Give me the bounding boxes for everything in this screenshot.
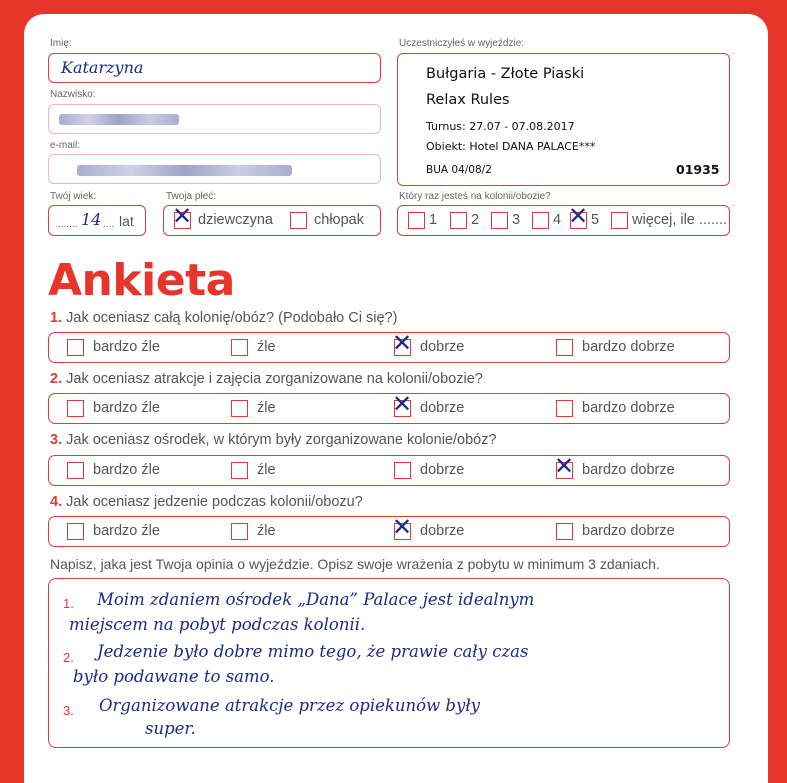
q2-zle-checkbox[interactable]	[231, 400, 248, 417]
q3-bardzo-dobrze-checkbox[interactable]	[556, 462, 573, 479]
question-4: 4. Jak oceniasz jedzenie podczas kolonii/obozu?	[50, 494, 363, 510]
email-redacted	[77, 165, 292, 176]
times-more-checkbox[interactable]	[611, 212, 628, 229]
times-5-checkbox[interactable]	[570, 212, 587, 229]
opinion-prompt: Napisz, jaka jest Twoja opinia o wyjeździe. Opisz swoje wrażenia z pobytu w minimum 3 zdaniach.	[50, 556, 660, 572]
q4-zle-checkbox[interactable]	[231, 523, 248, 540]
trip-number: 01935	[676, 162, 720, 177]
opinion-3-line2: super.	[145, 719, 196, 738]
q4-dobrze-checkbox[interactable]	[394, 523, 411, 540]
times-2-label: 2	[471, 212, 480, 228]
q1-bardzo-zle-checkbox[interactable]	[67, 339, 84, 356]
q3-dobrze-checkbox[interactable]	[394, 462, 411, 479]
answer-row-3: bardzo źle źle dobrze ✕ bardzo dobrze	[48, 455, 730, 486]
q2-dobrze-checkbox[interactable]	[394, 400, 411, 417]
trip-program: Relax Rules	[426, 92, 510, 108]
gender-boy-checkbox[interactable]	[290, 212, 307, 229]
surname-field[interactable]	[48, 104, 381, 134]
q2-bardzo-zle-checkbox[interactable]	[67, 400, 84, 417]
email-label: e-mail:	[50, 140, 81, 151]
q2-bardzo-dobrze-checkbox[interactable]	[556, 400, 573, 417]
opinion-1-line1: Moim zdaniem ośrodek „Dana” Palace jest idealnym	[97, 590, 535, 609]
trip-label: Uczestniczyłeś w wyjeździe:	[399, 38, 525, 49]
name-value: Katarzyna	[61, 58, 144, 77]
email-field[interactable]	[48, 154, 381, 184]
answer-row-4: bardzo źle źle ✕ dobrze bardzo dobrze	[48, 516, 730, 547]
gender-label: Twoja płeć:	[166, 191, 217, 202]
name-label: Imię:	[50, 38, 72, 49]
name-field[interactable]	[48, 53, 381, 83]
gender-girl-label: dziewczyna	[198, 212, 273, 228]
gender-girl-checkbox[interactable]	[174, 212, 191, 229]
times-field	[397, 205, 730, 236]
age-value: 14	[81, 210, 102, 229]
answer-row-1: bardzo źle źle ✕ dobrze bardzo dobrze	[48, 332, 730, 363]
times-1-checkbox[interactable]	[408, 212, 425, 229]
times-more-label: więcej, ile .......	[632, 212, 728, 228]
times-5-label: 5	[591, 212, 600, 228]
gender-field	[163, 205, 381, 236]
age-field[interactable]: ....... 14 .... lat	[48, 205, 146, 236]
surname-redacted	[59, 114, 179, 125]
q1-bardzo-dobrze-checkbox[interactable]	[556, 339, 573, 356]
q4-bardzo-zle-checkbox[interactable]	[67, 523, 84, 540]
times-label: Który raz jesteś na kolonii/obozie?	[399, 191, 551, 202]
opinion-3-line1: Organizowane atrakcje przez opiekunów były	[99, 696, 480, 715]
times-2-checkbox[interactable]	[450, 212, 467, 229]
q4-bardzo-dobrze-checkbox[interactable]	[556, 523, 573, 540]
answer-row-2: bardzo źle źle ✕ dobrze bardzo dobrze	[48, 393, 730, 424]
question-1: 1. Jak oceniasz całą kolonię/obóz? (Podobało Ci się?)	[50, 310, 398, 326]
surname-label: Nazwisko:	[50, 89, 96, 100]
times-4-checkbox[interactable]	[532, 212, 549, 229]
q1-dobrze-checkbox[interactable]	[394, 339, 411, 356]
trip-code: BUA 04/08/2	[426, 164, 492, 176]
opinion-textarea[interactable]	[48, 578, 730, 748]
q3-bardzo-zle-checkbox[interactable]	[67, 462, 84, 479]
times-1-label: 1	[429, 212, 438, 228]
times-4-label: 4	[553, 212, 562, 228]
trip-hotel: Obiekt: Hotel DANA PALACE***	[426, 140, 596, 153]
question-2: 2. Jak oceniasz atrakcje i zajęcia zorganizowane na kolonii/obozie?	[50, 371, 483, 387]
times-3-checkbox[interactable]	[491, 212, 508, 229]
opinion-2-line2: było podawane to samo.	[73, 667, 275, 686]
opinion-1-num: 1.	[63, 596, 74, 611]
age-unit: lat	[119, 213, 134, 229]
survey-title: Ankieta	[48, 255, 235, 306]
question-3: 3. Jak oceniasz ośrodek, w którym były zorganizowane kolonie/obóz?	[50, 432, 497, 448]
age-label: Twój wiek:	[50, 191, 97, 202]
opinion-1-line2: miejscem na pobyt podczas kolonii.	[69, 615, 366, 634]
opinion-2-num: 2.	[63, 650, 74, 665]
trip-turnus: Turnus: 27.07 - 07.08.2017	[426, 120, 575, 133]
q3-zle-checkbox[interactable]	[231, 462, 248, 479]
trip-destination: Bułgaria - Złote Piaski	[426, 66, 585, 82]
q1-zle-checkbox[interactable]	[231, 339, 248, 356]
gender-boy-label: chłopak	[314, 212, 364, 228]
opinion-3-num: 3.	[63, 703, 74, 718]
trip-info-box	[397, 53, 730, 186]
opinion-2-line1: Jedzenie było dobre mimo tego, że prawie cały czas	[97, 642, 529, 661]
times-3-label: 3	[512, 212, 521, 228]
